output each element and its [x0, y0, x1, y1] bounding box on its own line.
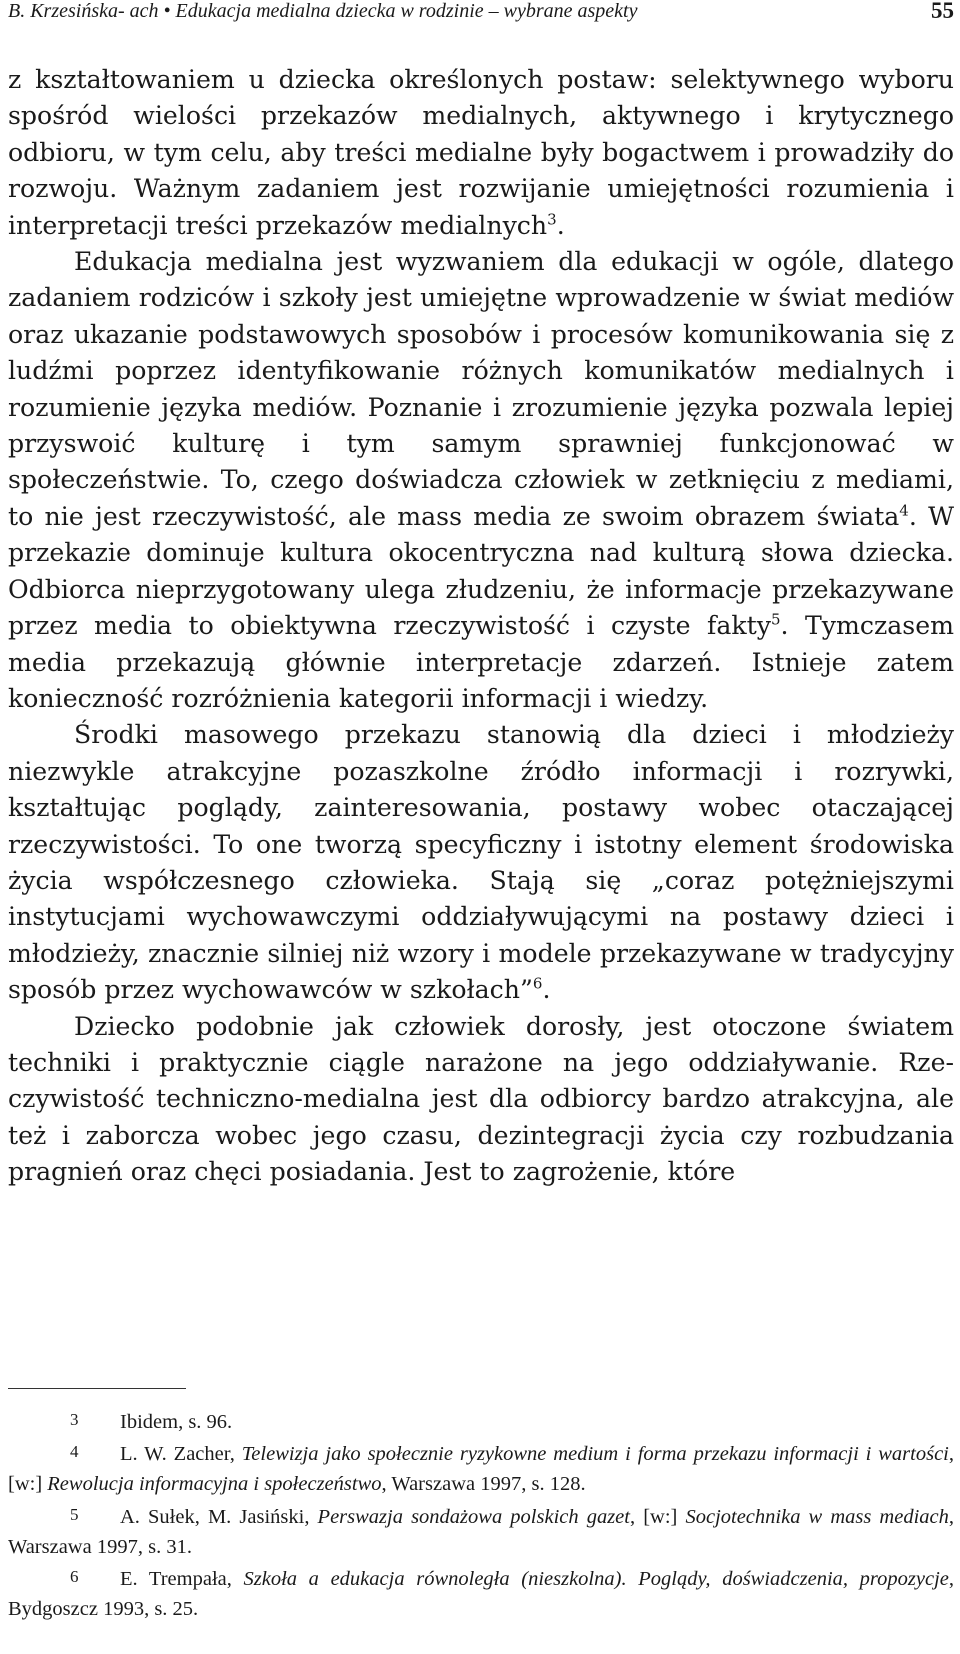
- footnotes: [8, 1405, 954, 1624]
- footnote-number: 4: [70, 1442, 79, 1462]
- body-text: [8, 62, 954, 1191]
- footnote: [8, 1437, 954, 1499]
- footnote-title: Telewizja jako społecznie ryzykowne medium i forma przekazu informacji i wartości: [241, 1443, 949, 1466]
- footnote-text: , Warszawa 1997, s. 31.: [8, 1505, 954, 1558]
- footnote-text: , [w:]: [629, 1505, 686, 1528]
- paragraph-text: Dziecko podobnie jak człowiek dorosły, jest otoczone światem techniki i praktycznie ciągle narażone na jego oddziaływanie. Rzeczywistość techniczno-medialna jest dla odbiorcy bardzo atrakcyjna, ale też i zaborcza wobec jego czasu, dezintegracji życia czy rozbudzania pragnień oraz chęci posiadania. Jest to zagrożenie, które: [8, 1011, 954, 1187]
- footnote: [8, 1500, 954, 1562]
- footnote-title: Rewolucja informacyjna i społeczeństwo: [47, 1473, 382, 1496]
- footnote-title: Socjotechnika w mass mediach: [685, 1505, 949, 1528]
- footnote: [8, 1562, 954, 1624]
- footnote-number: 3: [70, 1410, 79, 1429]
- footnote-number: 5: [70, 1504, 79, 1524]
- page-header: [8, 0, 954, 26]
- footnote-ref[interactable]: 5: [770, 610, 781, 629]
- paragraph-text: z kształtowaniem u dziecka określonych postaw: selektywnego wyboru spośród wielości przekazów medialnych, aktywnego i krytycznego odbioru, w tym celu, aby treści medialne były bogactwem i prowadziły do rozwoju. Ważnym zadaniem jest rozwijanie umiejętności rozumienia i interpretacji treści przekazów medialnych: [8, 65, 954, 240]
- paragraph-text: . W przekazie dominuje kultura okocentryczna nad kulturą słowa dziecka. Odbiorca nieprzygotowany ulega złudzeniu, że informacje przekazywane przez media to obiektywna rzeczywistość i czyste fakty: [8, 501, 954, 641]
- footnote-text: E. Trempała,: [120, 1568, 244, 1591]
- paragraph-text: .: [542, 975, 551, 1005]
- page-number: 55: [931, 0, 954, 23]
- footnote-ref[interactable]: 6: [532, 974, 543, 993]
- footnote-ref[interactable]: 4: [899, 501, 909, 520]
- paragraph: [8, 244, 954, 717]
- paragraph-text: . Tymczasem media przekazują głównie interpretacje zdarzeń. Istnieje zatem konieczność rozróżnienia kategorii informacji i wiedzy.: [8, 611, 954, 713]
- footnote-title: Perswazja sondażowa polskich gazet: [317, 1505, 630, 1528]
- running-head: B. Krzesińska- ach • Edukacja medialna dziecka w rodzinie – wybrane aspekty: [8, 0, 638, 22]
- footnote-text: , Bydgoszcz 1993, s. 25.: [8, 1568, 954, 1621]
- footnote-text: , [w:]: [8, 1443, 954, 1496]
- footnote-title: Szkoła a edukacja równoległa (nieszkolna). Poglądy, doświadczenia, propozycje: [243, 1568, 949, 1591]
- paragraph-text: .: [556, 210, 565, 240]
- footnote-number: 6: [70, 1567, 79, 1587]
- paragraph: [8, 1009, 954, 1191]
- footnote: [8, 1405, 954, 1437]
- paragraph: [8, 717, 954, 1008]
- paragraph-text: Środki masowego przekazu stanowią dla dzieci i młodzieży niezwykle atrakcyjne pozaszkolne źródło informacji i rozrywki, kształtując poglądy, zainteresowania, postawy wobec otaczającej rzeczywistości. To one tworzą specyficzny i istotny element środowiska życia współczesnego człowieka. Stają się „coraz potężniejszymi instytucjami wychowawczymi oddziaływującymi na postawy dzieci i młodzieży, znacznie silniej niż wzory i modele przekazywane w tradycyjny sposób przez wychowawców w szkołach”: [8, 720, 954, 1005]
- footnote-text: L. W. Zacher,: [120, 1443, 242, 1466]
- footnote-separator: [8, 1388, 186, 1389]
- paragraph-text: Edukacja medialna jest wyzwaniem dla edukacji w ogóle, dlatego zadaniem rodziców i szkoły jest umiejętne wprowadzenie w świat mediów oraz ukazanie podstawowych sposobów i procesów komunikowania się z ludźmi poprzez identyfikowanie różnych komunikatów medialnych i rozumienie języka mediów. Poznanie i zrozumienie języka pozwala lepiej przyswoić kulturę i tym samym sprawniej funkcjonować w społeczeństwie. To, czego doświadcza człowiek w zetknięciu z mediami, to nie jest rzeczywistość, ale mass media ze swoim obrazem świata: [8, 247, 954, 531]
- paragraph: [8, 62, 954, 244]
- footnote-text: Ibidem, s. 96.: [120, 1411, 233, 1433]
- footnote-text: , Warszawa 1997, s. 128.: [381, 1473, 586, 1496]
- footnote-text: A. Sułek, M. Jasiński,: [120, 1505, 318, 1528]
- footnote-ref[interactable]: 3: [547, 210, 557, 229]
